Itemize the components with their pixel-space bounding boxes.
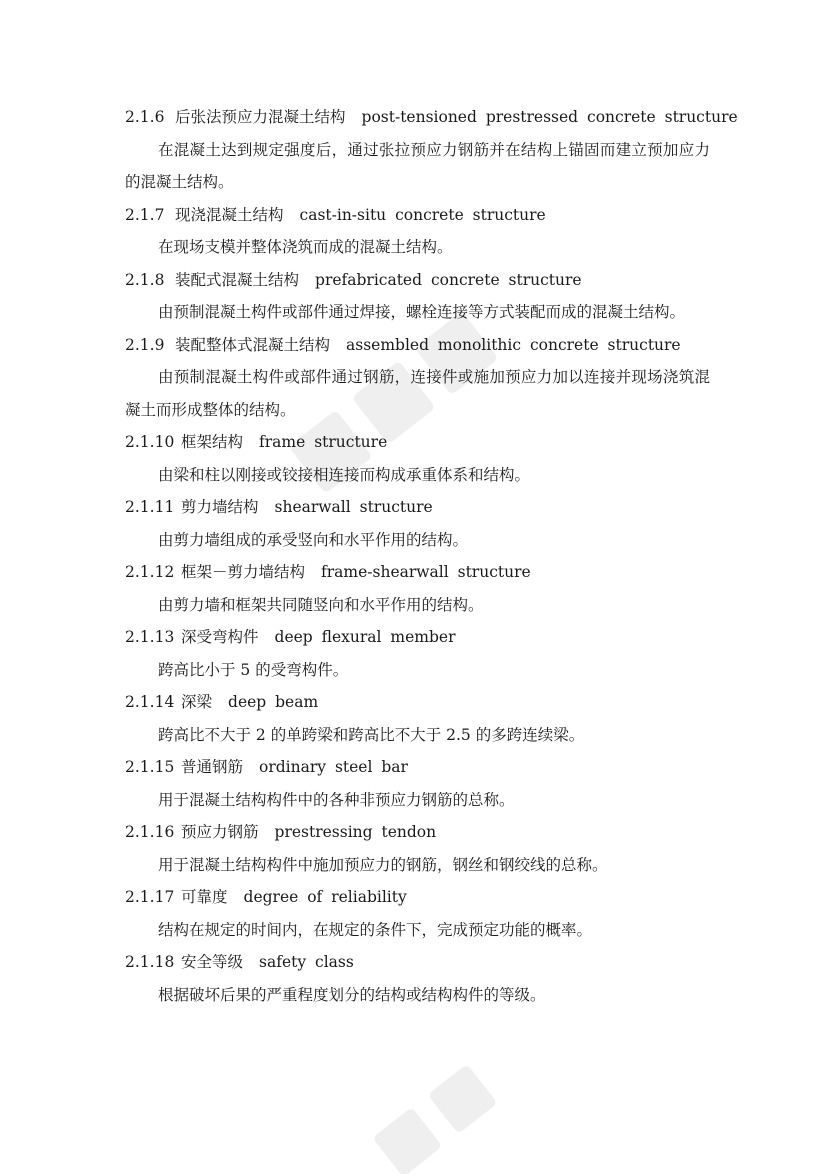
term-heading bbox=[125, 946, 710, 979]
term-definition: 用于混凝土结构构件中的各种非预应力钢筋的总称。 bbox=[158, 790, 515, 809]
term-definition: 由梁和柱以刚接或铰接相连接而构成承重体系和结构。 bbox=[158, 465, 531, 484]
term-number: 2.1.16 bbox=[125, 823, 175, 841]
term-number: 2.1.7 bbox=[125, 205, 165, 224]
term-english: frame structure bbox=[259, 433, 388, 451]
term-number: 2.1.15 bbox=[125, 758, 175, 776]
term-english: frame-shearwall structure bbox=[321, 563, 531, 581]
term-english: degree of reliability bbox=[243, 888, 407, 906]
term-english: safety class bbox=[259, 953, 354, 971]
term-number: 2.1.8 bbox=[125, 270, 165, 289]
term-chinese: 普通钢筋 bbox=[181, 758, 244, 776]
term-heading bbox=[125, 426, 710, 459]
term-definition: 跨高比小于 5 的受弯构件。 bbox=[158, 660, 349, 679]
term-chinese: 现浇混凝土结构 bbox=[175, 205, 284, 224]
term-number: 2.1.9 bbox=[125, 335, 165, 354]
term-heading bbox=[125, 101, 738, 134]
term-chinese: 深梁 bbox=[181, 693, 213, 711]
term-definition: 在现场支模并整体浇筑而成的混凝土结构。 bbox=[158, 238, 453, 256]
term-definition: 由剪力墙和框架共同随竖向和水平作用的结构。 bbox=[158, 595, 484, 614]
term-heading bbox=[125, 751, 710, 784]
term-definition: 用于混凝土结构构件中施加预应力的钢筋，钢丝和钢绞线的总称。 bbox=[158, 855, 608, 874]
term-english: deep flexural member bbox=[274, 628, 456, 646]
term-definition: 由预制混凝土构件或部件通过钢筋，连接件或施加预应力加以连接并现场浇筑混凝土而形成整体的结构。 bbox=[125, 368, 710, 419]
term-heading bbox=[125, 881, 710, 914]
term-chinese: 后张法预应力混凝土结构 bbox=[175, 108, 346, 126]
term-english: post-tensioned prestressed concrete structure bbox=[361, 108, 738, 126]
term-number: 2.1.14 bbox=[125, 693, 175, 711]
term-chinese: 安全等级 bbox=[181, 953, 244, 971]
term-heading bbox=[125, 491, 710, 524]
term-english: ordinary steel bar bbox=[259, 758, 408, 776]
term-english: prestressing tendon bbox=[274, 823, 437, 841]
term-english: assembled monolithic concrete structure bbox=[346, 335, 681, 354]
term-heading bbox=[125, 329, 710, 362]
term-chinese: 框架结构 bbox=[181, 433, 244, 451]
term-definition: 根据破坏后果的严重程度划分的结构或结构构件的等级。 bbox=[158, 985, 546, 1004]
term-chinese: 装配整体式混凝土结构 bbox=[175, 335, 331, 354]
term-number: 2.1.17 bbox=[125, 888, 175, 906]
term-heading bbox=[125, 686, 710, 719]
term-definition: 结构在规定的时间内，在规定的条件下，完成预定功能的概率。 bbox=[158, 920, 593, 939]
term-chinese: 可靠度 bbox=[181, 888, 228, 906]
term-number: 2.1.6 bbox=[125, 108, 165, 126]
term-english: prefabricated concrete structure bbox=[315, 270, 582, 289]
term-chinese: 装配式混凝土结构 bbox=[175, 270, 300, 289]
term-heading bbox=[125, 264, 710, 297]
term-heading bbox=[125, 816, 710, 849]
document-page bbox=[125, 101, 738, 1011]
term-english: cast-in-situ concrete structure bbox=[299, 205, 546, 224]
term-heading bbox=[125, 621, 710, 654]
term-heading bbox=[125, 199, 710, 232]
term-number: 2.1.18 bbox=[125, 953, 175, 971]
term-definition: 由预制混凝土构件或部件通过焊接，螺栓连接等方式装配而成的混凝土结构。 bbox=[158, 303, 686, 321]
term-chinese: 预应力钢筋 bbox=[181, 823, 259, 841]
term-definition: 跨高比不大于 2 的单跨梁和跨高比不大于 2.5 的多跨连续梁。 bbox=[158, 725, 585, 744]
term-number: 2.1.10 bbox=[125, 433, 175, 451]
term-definition: 由剪力墙组成的承受竖向和水平作用的结构。 bbox=[158, 530, 469, 549]
term-number: 2.1.12 bbox=[125, 563, 175, 581]
term-english: deep beam bbox=[228, 693, 319, 711]
term-definition: 在混凝土达到规定强度后，通过张拉预应力钢筋并在结构上锚固而建立预加应力的混凝土结构。 bbox=[125, 140, 710, 191]
term-number: 2.1.13 bbox=[125, 628, 175, 646]
term-number: 2.1.11 bbox=[125, 498, 175, 516]
term-chinese: 剪力墙结构 bbox=[181, 498, 259, 516]
term-heading bbox=[125, 556, 710, 589]
term-chinese: 深受弯构件 bbox=[181, 628, 259, 646]
term-english: shearwall structure bbox=[274, 498, 433, 516]
term-chinese: 框架－剪力墙结构 bbox=[181, 563, 306, 581]
